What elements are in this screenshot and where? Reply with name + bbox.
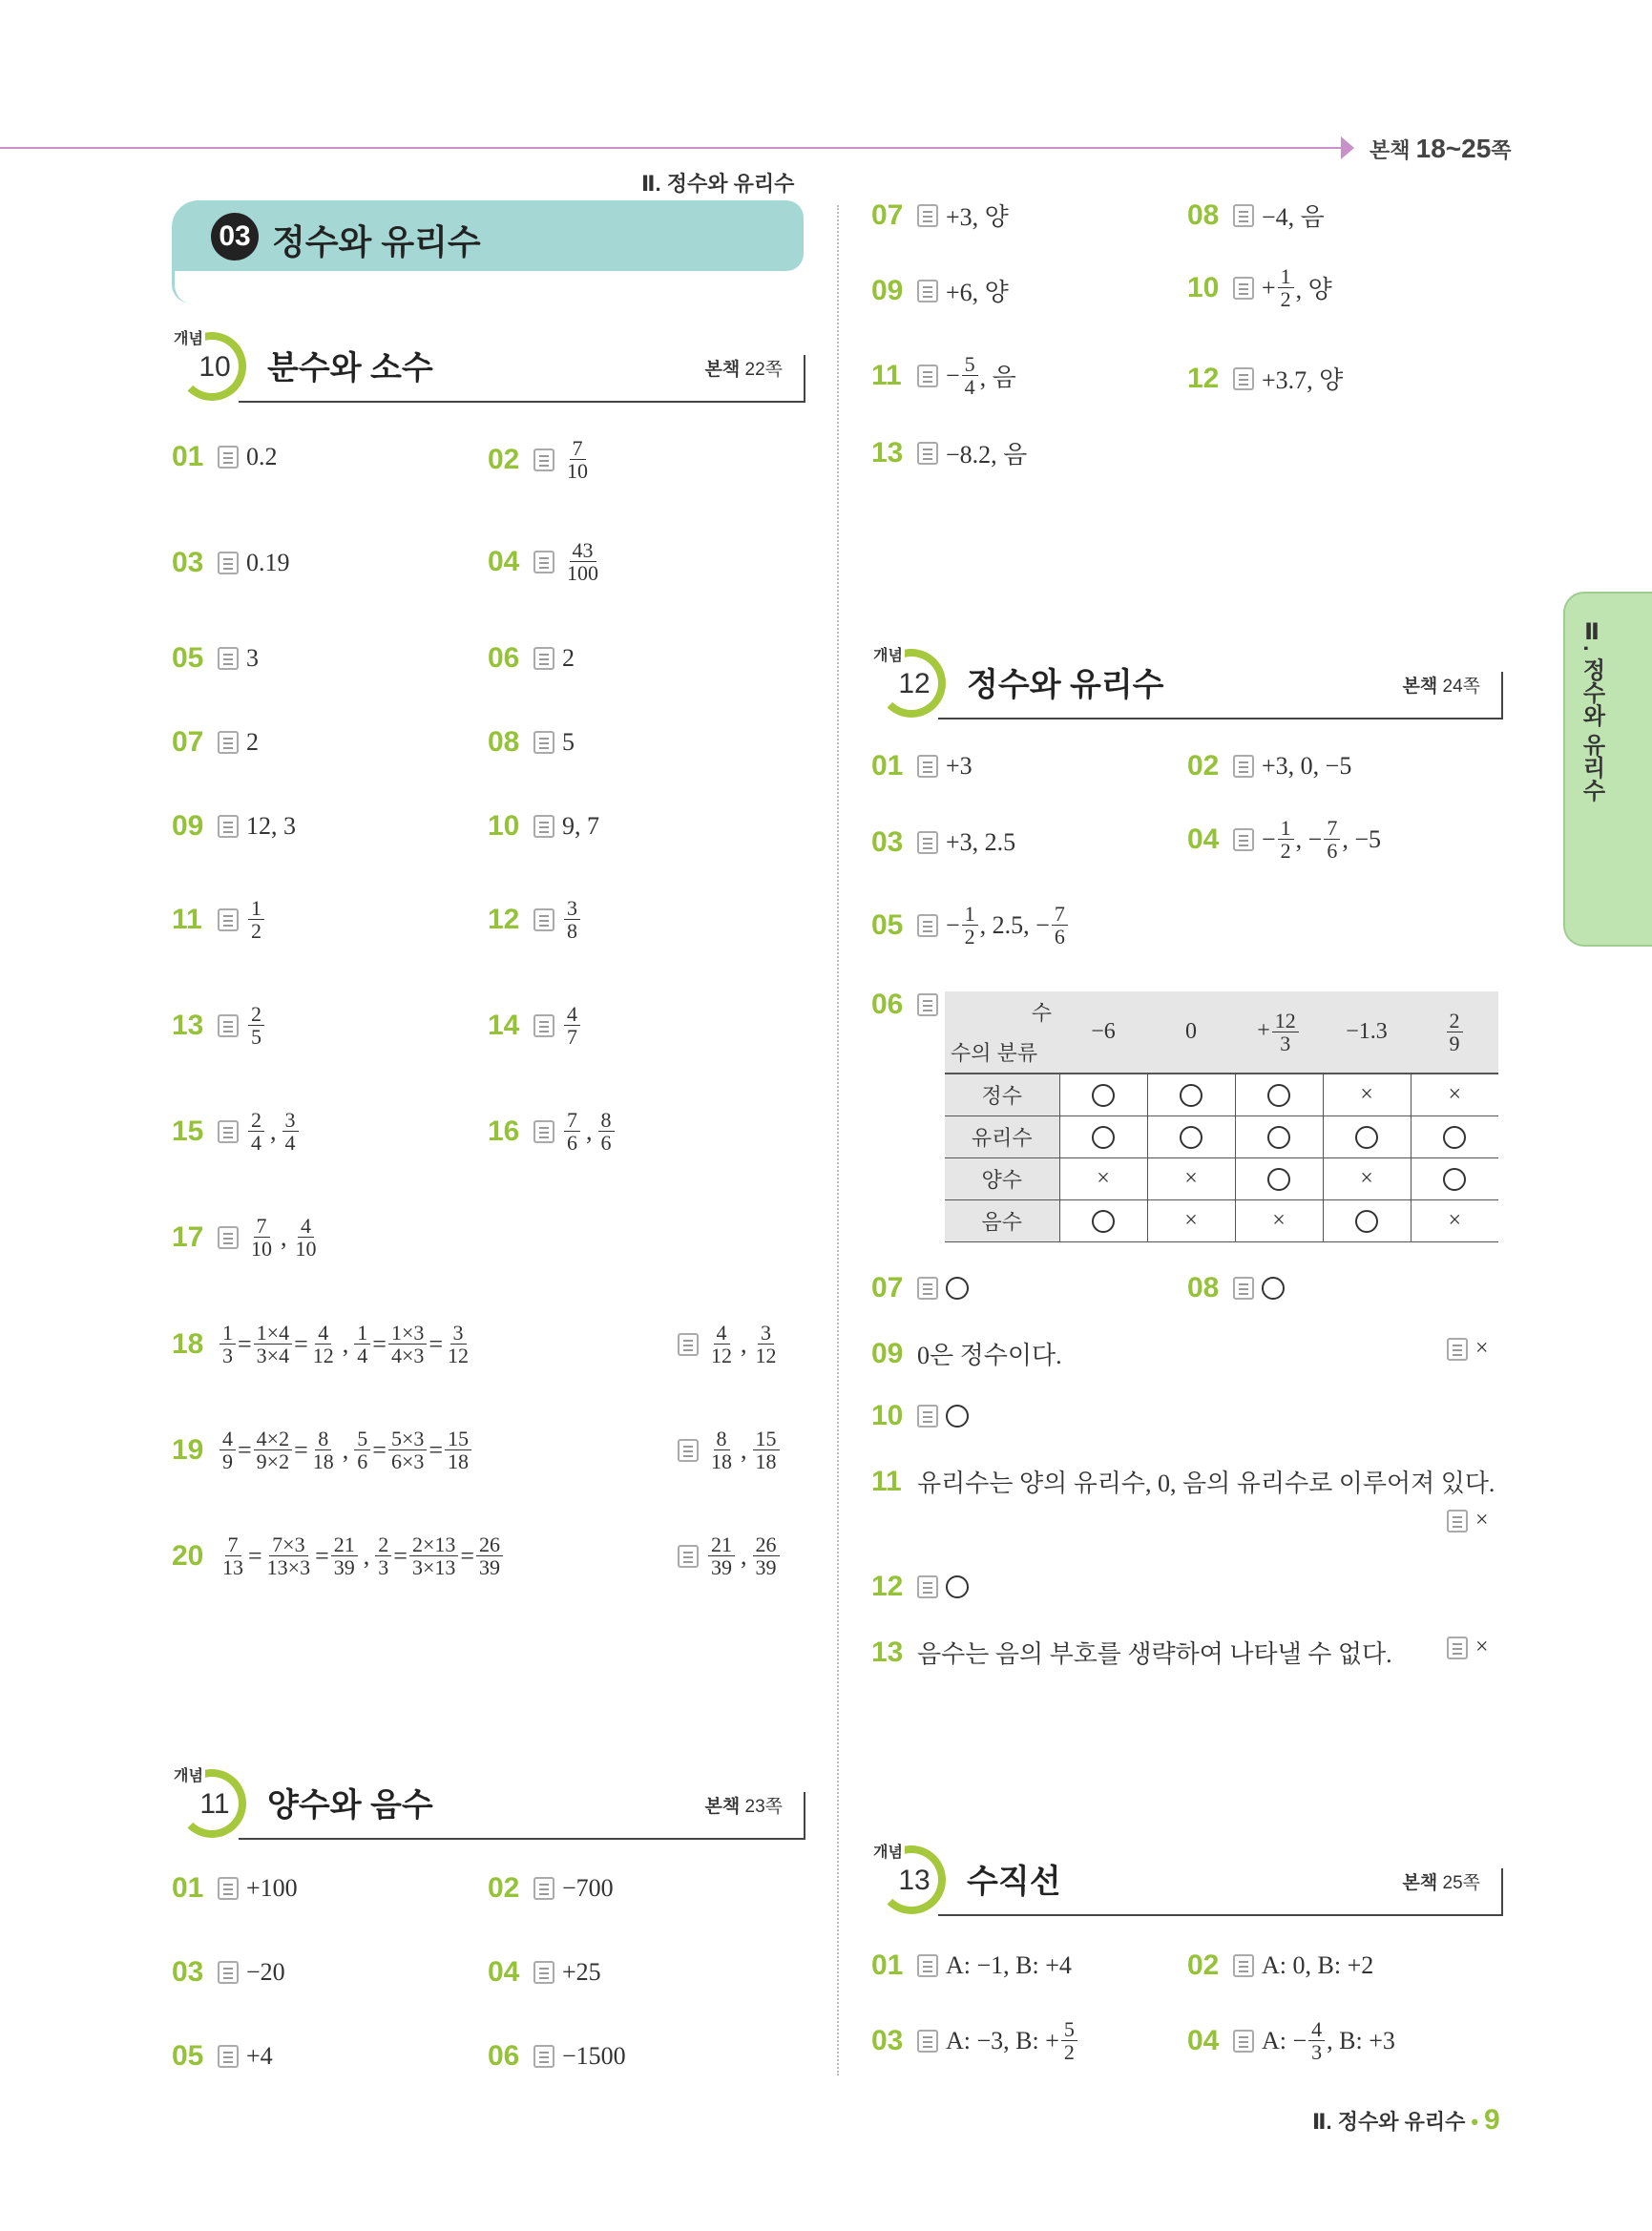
- section-number-badge: 03: [211, 213, 259, 261]
- arrow-right-icon: [1341, 136, 1354, 159]
- answer-item: 01 +3: [871, 750, 972, 782]
- answer-icon: [917, 993, 938, 1016]
- answer-item: 06: [871, 989, 946, 1021]
- table-row: [945, 1157, 1498, 1199]
- circle-cell: [1059, 1074, 1147, 1116]
- circle-mark-icon: [946, 1575, 969, 1598]
- concept-ref: 본책 22쪽: [704, 360, 783, 380]
- answer-icon: [678, 1333, 699, 1356]
- concept-header-12: [871, 637, 1503, 719]
- answer-item: 08 −4, 음: [1187, 198, 1325, 231]
- circle-mark-icon: [946, 1277, 969, 1300]
- answer-icon: [533, 815, 554, 838]
- answer-icon: [218, 1226, 239, 1249]
- answer-icon: [533, 2045, 554, 2068]
- answer-icon: [1233, 367, 1254, 390]
- answer-item: 11 − $\frac{5}{4}$ , 음: [871, 352, 1016, 400]
- circle-cell: [1235, 1157, 1323, 1199]
- answer-item: 04 − $\frac{1}{2}$ , − $\frac{7}{6}$ , −5: [1187, 816, 1382, 864]
- answer-icon: [218, 1961, 239, 1984]
- answer-icon: [917, 280, 938, 302]
- table-col-header: $\frac{2}{9}$: [1411, 991, 1498, 1074]
- answer-item: 05 +4: [172, 2040, 273, 2072]
- answer-icon: [533, 1120, 554, 1143]
- answer-item: 13 음수는 음의 부호를 생략하여 나타낼 수 없다.: [871, 1636, 1392, 1668]
- table-corner: 수 수의 분류: [945, 991, 1059, 1074]
- cross-cell: [1411, 1074, 1498, 1116]
- concept-number: 13: [898, 1865, 931, 1896]
- answer-item: 08: [1187, 1272, 1285, 1304]
- header-rule: [938, 718, 1503, 719]
- table-col-header: + $\frac{12}{3}$: [1235, 991, 1323, 1074]
- circle-mark-icon: [1443, 1126, 1466, 1149]
- header-bracket: [804, 1792, 805, 1840]
- row-label: 유리수: [945, 1116, 1059, 1157]
- answer-item: 03 −20: [172, 1956, 285, 1988]
- cross-cell: [1059, 1157, 1147, 1199]
- answer-icon: [917, 1954, 938, 1977]
- answer-icon: [533, 908, 554, 931]
- table-row: [945, 1199, 1498, 1241]
- concept-title: 정수와 유리수: [967, 667, 1164, 703]
- concept-title: 수직선: [967, 1864, 1061, 1900]
- circle-cell: [1411, 1157, 1498, 1199]
- circle-mark-icon: [946, 1405, 969, 1428]
- page-number: 9: [1484, 2104, 1500, 2136]
- table-row: [945, 1074, 1498, 1116]
- answer-item: 17 $\frac{7}{10}$ , $\frac{4}{10}$: [172, 1214, 317, 1261]
- answer-item: 02 +3, 0, −5: [1187, 750, 1352, 782]
- table-col-header: 0: [1147, 991, 1235, 1074]
- answer-icon: [1233, 2030, 1254, 2053]
- answer-item: 06 −1500: [488, 2040, 626, 2072]
- circle-mark-icon: [1267, 1084, 1290, 1107]
- answer-icon: [1233, 755, 1254, 778]
- answer-icon: [533, 731, 554, 754]
- answer-item: 01 +100: [172, 1872, 298, 1904]
- answer-item: 09 +6, 양: [871, 274, 1009, 306]
- concept-number: 10: [199, 351, 231, 383]
- classification-table: [945, 991, 1498, 1242]
- answer-icon: [917, 755, 938, 778]
- header-bracket: [804, 355, 805, 403]
- answer-icon: [1447, 1637, 1468, 1659]
- answer-item: 04 A: − $\frac{4}{3}$ , B: +3: [1187, 2017, 1395, 2065]
- concept-ref: 본책 24쪽: [1402, 677, 1480, 697]
- header-rule: [938, 1914, 1503, 1916]
- circle-mark-icon: [1180, 1084, 1202, 1107]
- chapter-label: Ⅱ. 정수와 유리수: [641, 172, 795, 196]
- answer-icon: [533, 1961, 554, 1984]
- answer-item: 11 유리수는 양의 유리수, 0, 음의 유리수로 이루어져 있다.: [871, 1465, 1495, 1497]
- answer-mark: ×: [1447, 1336, 1489, 1362]
- concept-ref: 본책 25쪽: [1402, 1873, 1480, 1893]
- cross-mark: ×: [1448, 1081, 1462, 1107]
- answer-icon: [917, 204, 938, 227]
- answer-item: $\frac{21}{39}$ , $\frac{26}{39}$: [678, 1533, 782, 1578]
- answer-icon: [218, 908, 239, 931]
- answer-icon: [218, 1014, 239, 1037]
- circle-mark-icon: [1355, 1210, 1378, 1233]
- row-label: 정수: [945, 1074, 1059, 1116]
- answer-icon: [218, 552, 239, 574]
- page-range: 본책 18~25쪽: [1370, 134, 1512, 163]
- answer-icon: [1233, 828, 1254, 851]
- concept-tag: 개념: [871, 1840, 905, 1862]
- cross-mark: ×: [1360, 1165, 1373, 1191]
- solution-item: 20 $\frac{7}{13}$ = $\frac{7\times 3}{13\times 3}$ = $\frac{21}{39}$ , $\frac{2}{3}$ = $\frac{2\times 13}{3\times 13}$ = $\frac{26}{39}$: [172, 1533, 505, 1578]
- concept-ref: 본책 23쪽: [704, 1797, 783, 1817]
- solution-item: 19 $\frac{4}{9}$ = $\frac{4\times 2}{9\times 2}$ = $\frac{8}{18}$ , $\frac{5}{6}$ = $\frac{5\times 3}{6\times 3}$ = $\frac{15}{18}$: [172, 1428, 473, 1472]
- answer-item: 03 0.19: [172, 547, 290, 578]
- circle-cell: [1059, 1116, 1147, 1157]
- row-label: 음수: [945, 1199, 1059, 1241]
- answer-icon: [917, 1277, 938, 1300]
- concept-header-11: [172, 1758, 805, 1840]
- answer-mark: ×: [1447, 1508, 1489, 1533]
- answer-icon: [678, 1439, 699, 1462]
- answer-icon: [1233, 277, 1254, 300]
- answer-icon: [1447, 1510, 1468, 1533]
- answer-icon: [218, 2045, 239, 2068]
- answer-icon: [917, 365, 938, 387]
- table-col-header: −6: [1059, 991, 1147, 1074]
- cross-cell: [1323, 1074, 1411, 1116]
- cross-cell: [1323, 1157, 1411, 1199]
- answer-icon: [218, 731, 239, 754]
- cross-cell: [1147, 1157, 1235, 1199]
- cross-mark: ×: [1272, 1207, 1286, 1233]
- answer-item: 14 $\frac{4}{7}$: [488, 1003, 582, 1048]
- cross-cell: [1147, 1199, 1235, 1241]
- answer-item: 13 $\frac{2}{5}$: [172, 1003, 266, 1048]
- circle-mark-icon: [1092, 1084, 1115, 1107]
- cross-mark: ×: [1360, 1081, 1373, 1107]
- answer-icon: [917, 1575, 938, 1598]
- cross-cell: [1235, 1199, 1323, 1241]
- answer-item: 02 −700: [488, 1872, 614, 1904]
- answer-icon: [917, 914, 938, 937]
- answer-icon: [917, 831, 938, 854]
- answer-icon: [678, 1545, 699, 1568]
- concept-tag: 개념: [871, 643, 905, 665]
- circle-cell: [1147, 1116, 1235, 1157]
- cross-mark: ×: [1184, 1207, 1198, 1233]
- concept-tag: 개념: [172, 326, 205, 348]
- concept-title: 분수와 소수: [267, 350, 433, 386]
- answer-icon: [1233, 1277, 1254, 1300]
- concept-header-13: [871, 1834, 1503, 1916]
- answer-item: 09 0은 정수이다.: [871, 1337, 1062, 1369]
- solution-item: 18 $\frac{1}{3}$ = $\frac{1\times 4}{3\times 4}$ = $\frac{4}{12}$ , $\frac{1}{4}$ = $\frac{1\times 3}{4\times 3}$ = $\frac{3}{12}$: [172, 1321, 470, 1368]
- answer-item: 09 12, 3: [172, 810, 296, 842]
- section-title: 정수와 유리수: [272, 222, 481, 261]
- concept-title: 양수와 음수: [267, 1787, 433, 1824]
- answer-icon: [533, 1014, 554, 1037]
- header-rule: [239, 1838, 805, 1840]
- answer-item: 12 $\frac{3}{8}$: [488, 897, 582, 942]
- circle-cell: [1059, 1199, 1147, 1241]
- answer-item: 07: [871, 1272, 969, 1304]
- answer-item: 01 0.2: [172, 441, 278, 472]
- concept-number: 12: [898, 668, 931, 699]
- circle-cell: [1411, 1116, 1498, 1157]
- top-rule: [0, 147, 1341, 149]
- answer-icon: [533, 551, 554, 573]
- answer-item: $\frac{4}{12}$ , $\frac{3}{12}$: [678, 1322, 782, 1366]
- cross-mark: ×: [1448, 1207, 1462, 1233]
- answer-item: 04 +25: [488, 1956, 601, 1988]
- answer-item: $\frac{8}{18}$ , $\frac{15}{18}$: [678, 1428, 782, 1472]
- answer-item: 05 3: [172, 642, 259, 674]
- circle-cell: [1323, 1116, 1411, 1157]
- answer-item: 03 A: −3, B: + $\frac{5}{2}$: [871, 2018, 1079, 2063]
- answer-icon: [917, 1405, 938, 1428]
- page-footer: Ⅱ. 정수와 유리수 • 9: [1312, 2104, 1500, 2136]
- cross-mark: ×: [1184, 1165, 1198, 1191]
- answer-item: 02 A: 0, B: +2: [1187, 1950, 1374, 1981]
- column-divider: [837, 205, 839, 2075]
- circle-cell: [1235, 1074, 1323, 1116]
- circle-cell: [1323, 1199, 1411, 1241]
- circle-cell: [1147, 1074, 1235, 1116]
- answer-item: 05 − $\frac{1}{2}$ , 2.5, − $\frac{7}{6}$: [871, 903, 1070, 948]
- section-banner: [172, 200, 804, 271]
- answer-icon: [917, 2030, 938, 2053]
- answer-icon: [533, 448, 554, 471]
- circle-mark-icon: [1355, 1126, 1378, 1149]
- answer-item: 12: [871, 1571, 969, 1603]
- answer-icon: [917, 442, 938, 465]
- table-row: [945, 1116, 1498, 1157]
- concept-number: 11: [199, 1788, 230, 1820]
- answer-item: 06 2: [488, 642, 575, 674]
- answer-item: 12 +3.7, 양: [1187, 362, 1344, 394]
- answer-item: 01 A: −1, B: +4: [871, 1950, 1072, 1981]
- answer-mark: ×: [1447, 1635, 1489, 1660]
- answer-icon: [218, 647, 239, 670]
- side-tab-label: Ⅱ. 정수와 유리수: [1579, 618, 1604, 803]
- circle-cell: [1235, 1116, 1323, 1157]
- answer-icon: [218, 1120, 239, 1143]
- concept-tag: 개념: [172, 1763, 205, 1785]
- answer-icon: [1447, 1338, 1468, 1361]
- table-header-row: [945, 991, 1498, 1074]
- circle-mark-icon: [1180, 1126, 1202, 1149]
- answer-item: 07 2: [172, 726, 259, 758]
- circle-mark-icon: [1267, 1126, 1290, 1149]
- header-rule: [239, 401, 805, 403]
- answer-item: 16 $\frac{7}{6}$ , $\frac{8}{6}$: [488, 1109, 617, 1154]
- answer-item: 13 −8.2, 음: [871, 436, 1028, 469]
- answer-item: 07 +3, 양: [871, 198, 1009, 231]
- answer-icon: [533, 1877, 554, 1900]
- answer-icon: [1233, 204, 1254, 227]
- answer-icon: [218, 815, 239, 838]
- answer-icon: [1233, 1954, 1254, 1977]
- circle-mark-icon: [1262, 1277, 1285, 1300]
- answer-icon: [218, 1877, 239, 1900]
- circle-mark-icon: [1267, 1168, 1290, 1191]
- circle-mark-icon: [1092, 1126, 1115, 1149]
- answer-item: 04 $\frac{43}{100}$: [488, 538, 598, 586]
- answer-item: 15 $\frac{2}{4}$ , $\frac{3}{4}$: [172, 1109, 301, 1154]
- header-bracket: [1501, 1868, 1503, 1916]
- answer-icon: [533, 647, 554, 670]
- cross-cell: [1411, 1199, 1498, 1241]
- answer-item: 02 $\frac{7}{10}$: [488, 436, 588, 484]
- answer-item: 10 9, 7: [488, 810, 599, 842]
- circle-mark-icon: [1443, 1168, 1466, 1191]
- table-col-header: −1.3: [1323, 991, 1411, 1074]
- circle-mark-icon: [1092, 1210, 1115, 1233]
- cross-mark: ×: [1097, 1165, 1110, 1191]
- header-bracket: [1501, 672, 1503, 719]
- answer-item: 11 $\frac{1}{2}$: [172, 897, 266, 942]
- concept-header-10: [172, 321, 805, 403]
- answer-item: 03 +3, 2.5: [871, 826, 1016, 858]
- answer-item: 10: [871, 1400, 969, 1432]
- row-label: 양수: [945, 1157, 1059, 1199]
- answer-item: 08 5: [488, 726, 575, 758]
- answer-icon: [218, 446, 239, 469]
- answer-item: 10 + $\frac{1}{2}$ , 양: [1187, 264, 1332, 312]
